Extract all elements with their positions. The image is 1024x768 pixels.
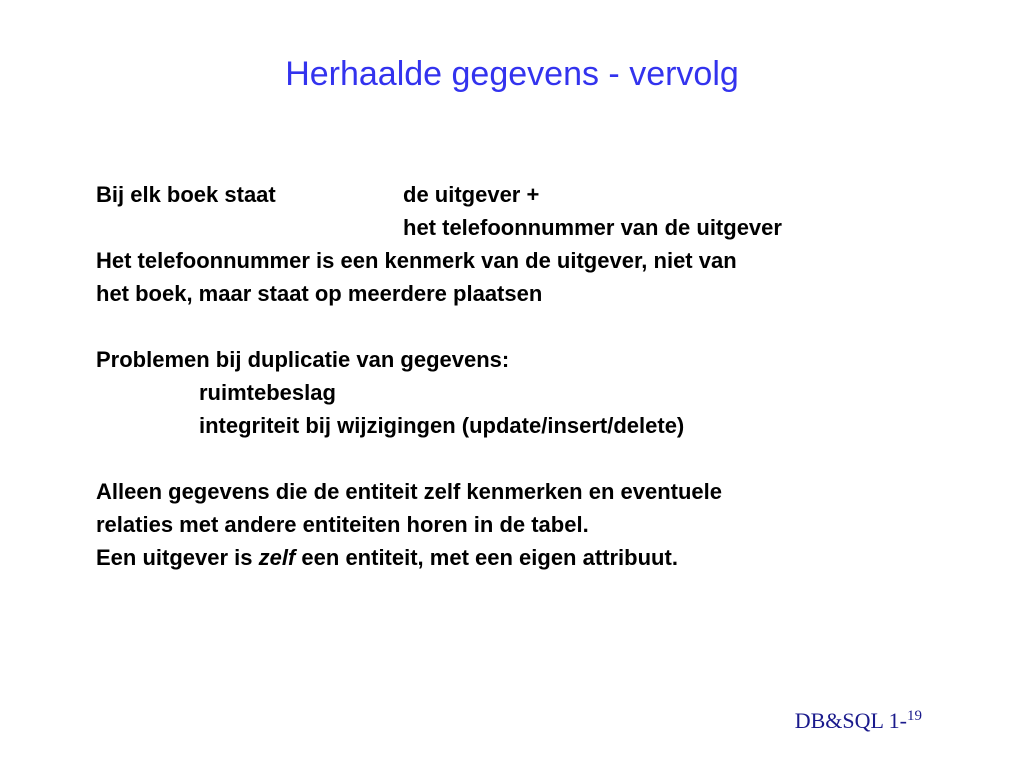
spacer [96, 442, 976, 475]
book-label: Bij elk boek staat [96, 182, 276, 207]
slide-title: Herhaalde gegevens - vervolg [285, 55, 739, 93]
phone-explanation-line-2: het boek, maar staat op meerdere plaatsen [96, 281, 543, 306]
conclusion-emphasis: zelf [258, 545, 296, 570]
conclusion-text-after: een entiteit, met een eigen attribuut. [295, 545, 678, 570]
slide-body [96, 178, 976, 574]
problems-heading: Problemen bij duplicatie van gegevens: [96, 347, 510, 372]
publisher-line [96, 178, 976, 211]
conclusion-text-before: Een uitgever is [96, 545, 259, 570]
phone-explanation-line-1: Het telefoonnummer is een kenmerk van de uitgever, niet van [96, 248, 737, 273]
conclusion-line-1: Alleen gegevens die de entiteit zelf kenmerken en eventuele [96, 479, 723, 504]
publisher-item: de uitgever + [403, 182, 540, 207]
footer-label: DB&SQL 1- [794, 708, 907, 733]
page-number: 19 [907, 708, 922, 724]
problem-item-integrity: integriteit bij wijzigingen (update/insert/delete) [199, 413, 685, 438]
spacer [96, 310, 976, 343]
phone-item: het telefoonnummer van de uitgever [403, 215, 782, 240]
slide-footer [795, 708, 922, 734]
problem-item-space: ruimtebeslag [199, 380, 336, 405]
conclusion-line-3 [96, 541, 976, 574]
conclusion-line-2: relaties met andere entiteiten horen in de tabel. [96, 512, 589, 537]
